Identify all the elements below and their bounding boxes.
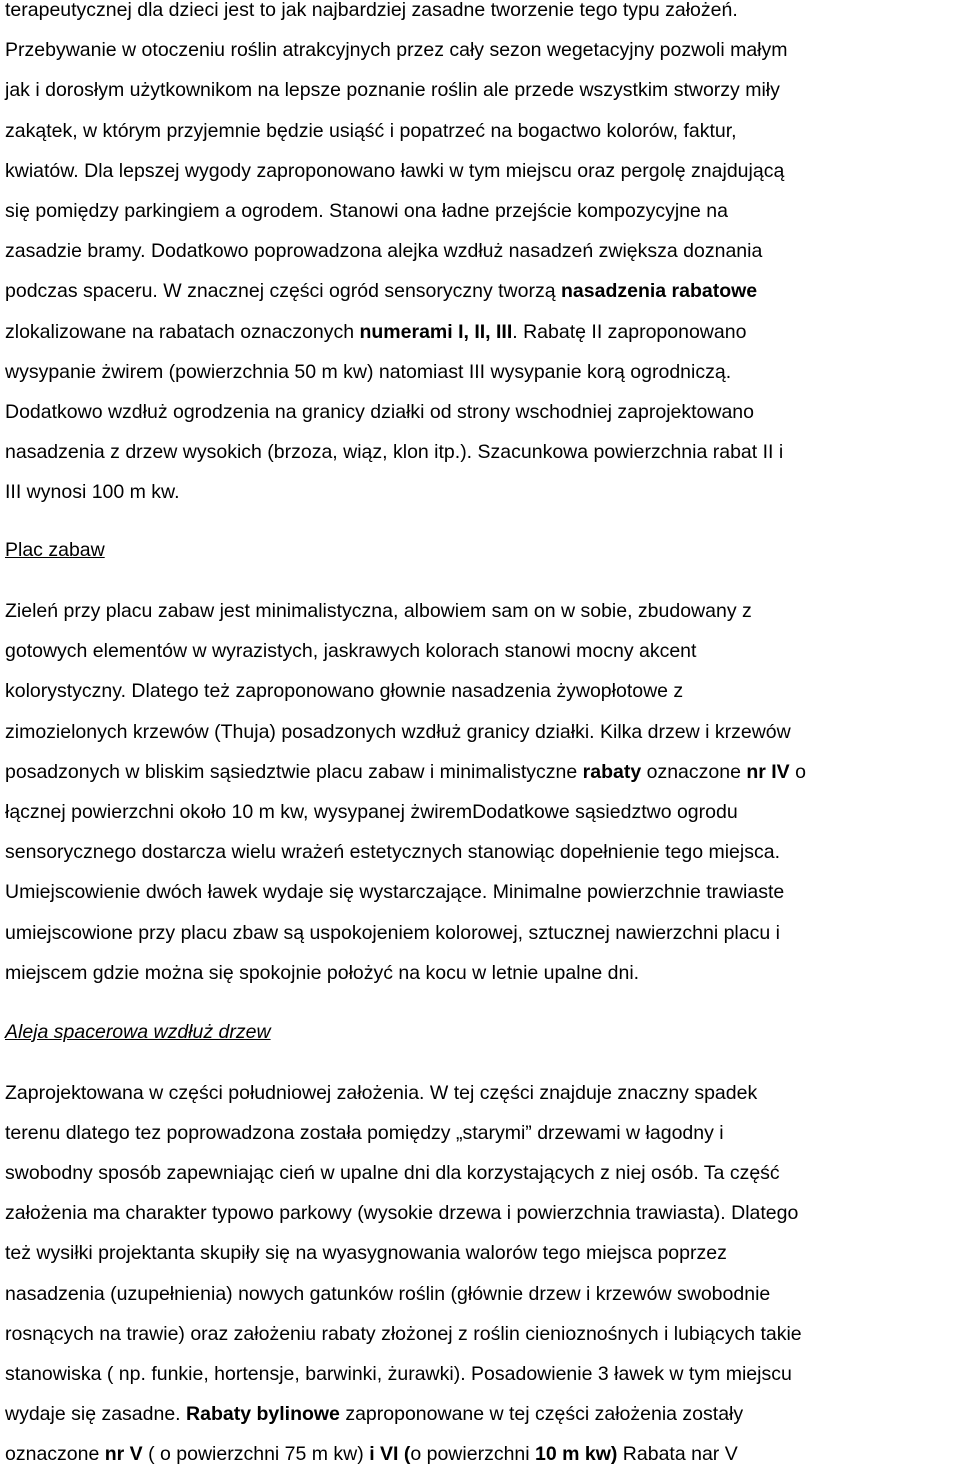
- text-run: rosnących na trawie) oraz założeniu rabaty złożonej z roślin cienioznośnych i lubiących takie: [5, 1322, 802, 1345]
- text-run: Rabata nar V: [617, 1442, 738, 1465]
- text-run: wysypanie żwirem (powierzchnia 50 m kw) natomiast III wysypanie korą ogrodniczą.: [5, 360, 732, 383]
- text-line: [5, 961, 639, 985]
- text-line: [5, 1121, 724, 1145]
- text-line: [5, 480, 179, 504]
- text-run: Dodatkowo wzdłuż ogrodzenia na granicy działki od strony wschodniej zaprojektowano: [5, 401, 754, 423]
- text-run: stanowiska ( np. funkie, hortensje, barwinki, żurawki). Posadowienie 3 ławek w tym miejscu: [5, 1362, 792, 1385]
- text-run: oznaczone: [641, 760, 747, 783]
- text-line: [5, 1081, 757, 1105]
- text-run: zimozielonych krzewów (Thuja) posadzonych wzdłuż granicy działki. Kilka drzew i krzewów: [5, 720, 791, 743]
- text-run: . Rabatę II zaproponowano: [512, 320, 747, 343]
- text-line: [5, 880, 784, 904]
- text-run: sensorycznego dostarcza wielu wrażeń estetycznych stanowiąc dopełnienie tego miejsca.: [5, 841, 780, 864]
- text-run: zaproponowane w tej części założenia zostały: [339, 1402, 744, 1425]
- text-line: [5, 1282, 770, 1306]
- text-run: kwiatów. Dla lepszej wygody zaproponowano ławki w tym miejscu oraz pergolę znajdującą: [5, 159, 785, 182]
- text-line: [5, 360, 731, 384]
- text-run: podczas spaceru. W znacznej części ogród sensoryczny tworzą: [5, 280, 561, 303]
- text-line: [5, 800, 738, 824]
- bold-text: nr V: [104, 1442, 143, 1465]
- text-run: Umiejscowienie dwóch ławek wydaje się wystarczające. Minimalne powierzchnie trawiaste: [5, 881, 785, 904]
- text-run: zakątek, w którym przyjemnie będzie usiąść i popatrzeć na bogactwo kolorów, faktur,: [5, 119, 737, 142]
- text-line: [5, 320, 746, 344]
- text-run: Przebywanie w otoczeniu roślin atrakcyjnych przez cały sezon wegetacyjny pozwoli małym: [5, 39, 788, 62]
- text-run: o: [789, 760, 806, 783]
- text-run: swobodny sposób zapewniając cień w upalne dni dla korzystających z niej osób. Ta część: [5, 1162, 780, 1185]
- bold-text: Rabaty bylinowe: [186, 1402, 340, 1425]
- text-line: [5, 279, 757, 303]
- text-run: terenu dlatego tez poprowadzona została pomiędzy „starymi” drzewami w łagodny i: [5, 1122, 724, 1145]
- text-line: [5, 1201, 798, 1225]
- text-line: [5, 400, 754, 424]
- text-run: III wynosi 100 m kw.: [5, 481, 180, 504]
- text-run: wydaje się zasadne.: [5, 1402, 187, 1425]
- text-line: [5, 1362, 792, 1386]
- text-line: [5, 1402, 743, 1426]
- text-run: też wysiłki projektanta skupiły się na wyasygnowania walorów tego miejsca poprzez: [5, 1242, 727, 1265]
- text-run: jak i dorosłym użytkownikom na lepsze poznanie roślin ale przede wszystkim stworzy miły: [5, 79, 780, 102]
- text-run: oznaczone: [5, 1442, 105, 1465]
- bold-text: numerami I, II, III: [359, 320, 513, 343]
- text-run: o powierzchni: [410, 1442, 536, 1465]
- text-run: kolorystyczny. Dlatego też zaproponowano głownie nasadzenia żywopłotowe z: [5, 680, 684, 703]
- bold-text: 10 m kw): [535, 1442, 618, 1465]
- text-line: [5, 1241, 727, 1265]
- bold-text: nr IV: [746, 760, 790, 783]
- text-line: [5, 921, 780, 945]
- text-run: zasadzie bramy. Dodatkowo poprowadzona alejka wzdłuż nasadzeń zwiększa doznania: [5, 240, 763, 263]
- bold-text: i VI (: [369, 1442, 411, 1465]
- text-run: umiejscowione przy placu zbaw są uspokojeniem kolorowej, sztucznej nawierzchni placu i: [5, 921, 780, 944]
- text-run: terapeutycznej dla dzieci jest to jak najbardziej zasadne tworzenie tego typu założeń.: [5, 0, 738, 21]
- text-line: [5, 239, 762, 263]
- text-line: [5, 599, 752, 623]
- text-line: [5, 679, 683, 703]
- text-run: ( o powierzchni 75 m kw): [142, 1442, 370, 1465]
- text-line: [5, 119, 737, 143]
- text-run: posadzonych w bliskim sąsiedztwie placu zabaw i minimalistyczne: [5, 760, 583, 783]
- text-run: założenia ma charakter typowo parkowy (wysokie drzewa i powierzchnia trawiasta). Dlatego: [5, 1202, 799, 1225]
- heading-aleja-spacerowa: Aleja spacerowa wzdłuż drzew: [5, 1021, 271, 1043]
- text-line: [5, 840, 780, 864]
- text-line: [5, 159, 784, 183]
- text-run: Zaprojektowana w części południowej założenia. W tej części znajduje znaczny spadek: [5, 1082, 758, 1104]
- text-run: zlokalizowane na rabatach oznaczonych: [5, 320, 360, 343]
- text-line: [5, 720, 791, 744]
- heading-plac-zabaw: Plac zabaw: [5, 539, 105, 561]
- text-line: [5, 440, 783, 464]
- text-run: się pomiędzy parkingiem a ogrodem. Stanowi ona ładne przejście kompozycyjne na: [5, 200, 728, 222]
- text-run: nasadzenia (uzupełnienia) nowych gatunków roślin (głównie drzew i krzewów swobodnie: [5, 1282, 771, 1305]
- text-run: Zieleń przy placu zabaw jest minimalistyczna, albowiem sam on w sobie, zbudowany z: [5, 600, 752, 622]
- bold-text: rabaty: [582, 760, 642, 783]
- text-line: [5, 199, 728, 223]
- text-line: [5, 78, 780, 102]
- text-run: gotowych elementów w wyrazistych, jaskrawych kolorach stanowi mocny akcent: [5, 640, 697, 663]
- text-run: miejscem gdzie można się spokojnie położyć na kocu w letnie upalne dni.: [5, 961, 640, 984]
- text-line: [5, 760, 806, 784]
- text-run: łącznej powierzchni około 10 m kw, wysypanej żwiremDodatkowe sąsiedztwo ogrodu: [5, 801, 738, 823]
- text-line: [5, 1161, 780, 1185]
- bold-text: nasadzenia rabatowe: [561, 280, 758, 303]
- text-line: [5, 0, 738, 22]
- text-line: [5, 1442, 738, 1466]
- text-line: [5, 639, 696, 663]
- text-run: nasadzenia z drzew wysokich (brzoza, wiąz, klon itp.). Szacunkowa powierzchnia rabat II i: [5, 441, 784, 464]
- text-line: [5, 1322, 802, 1346]
- text-line: [5, 38, 788, 62]
